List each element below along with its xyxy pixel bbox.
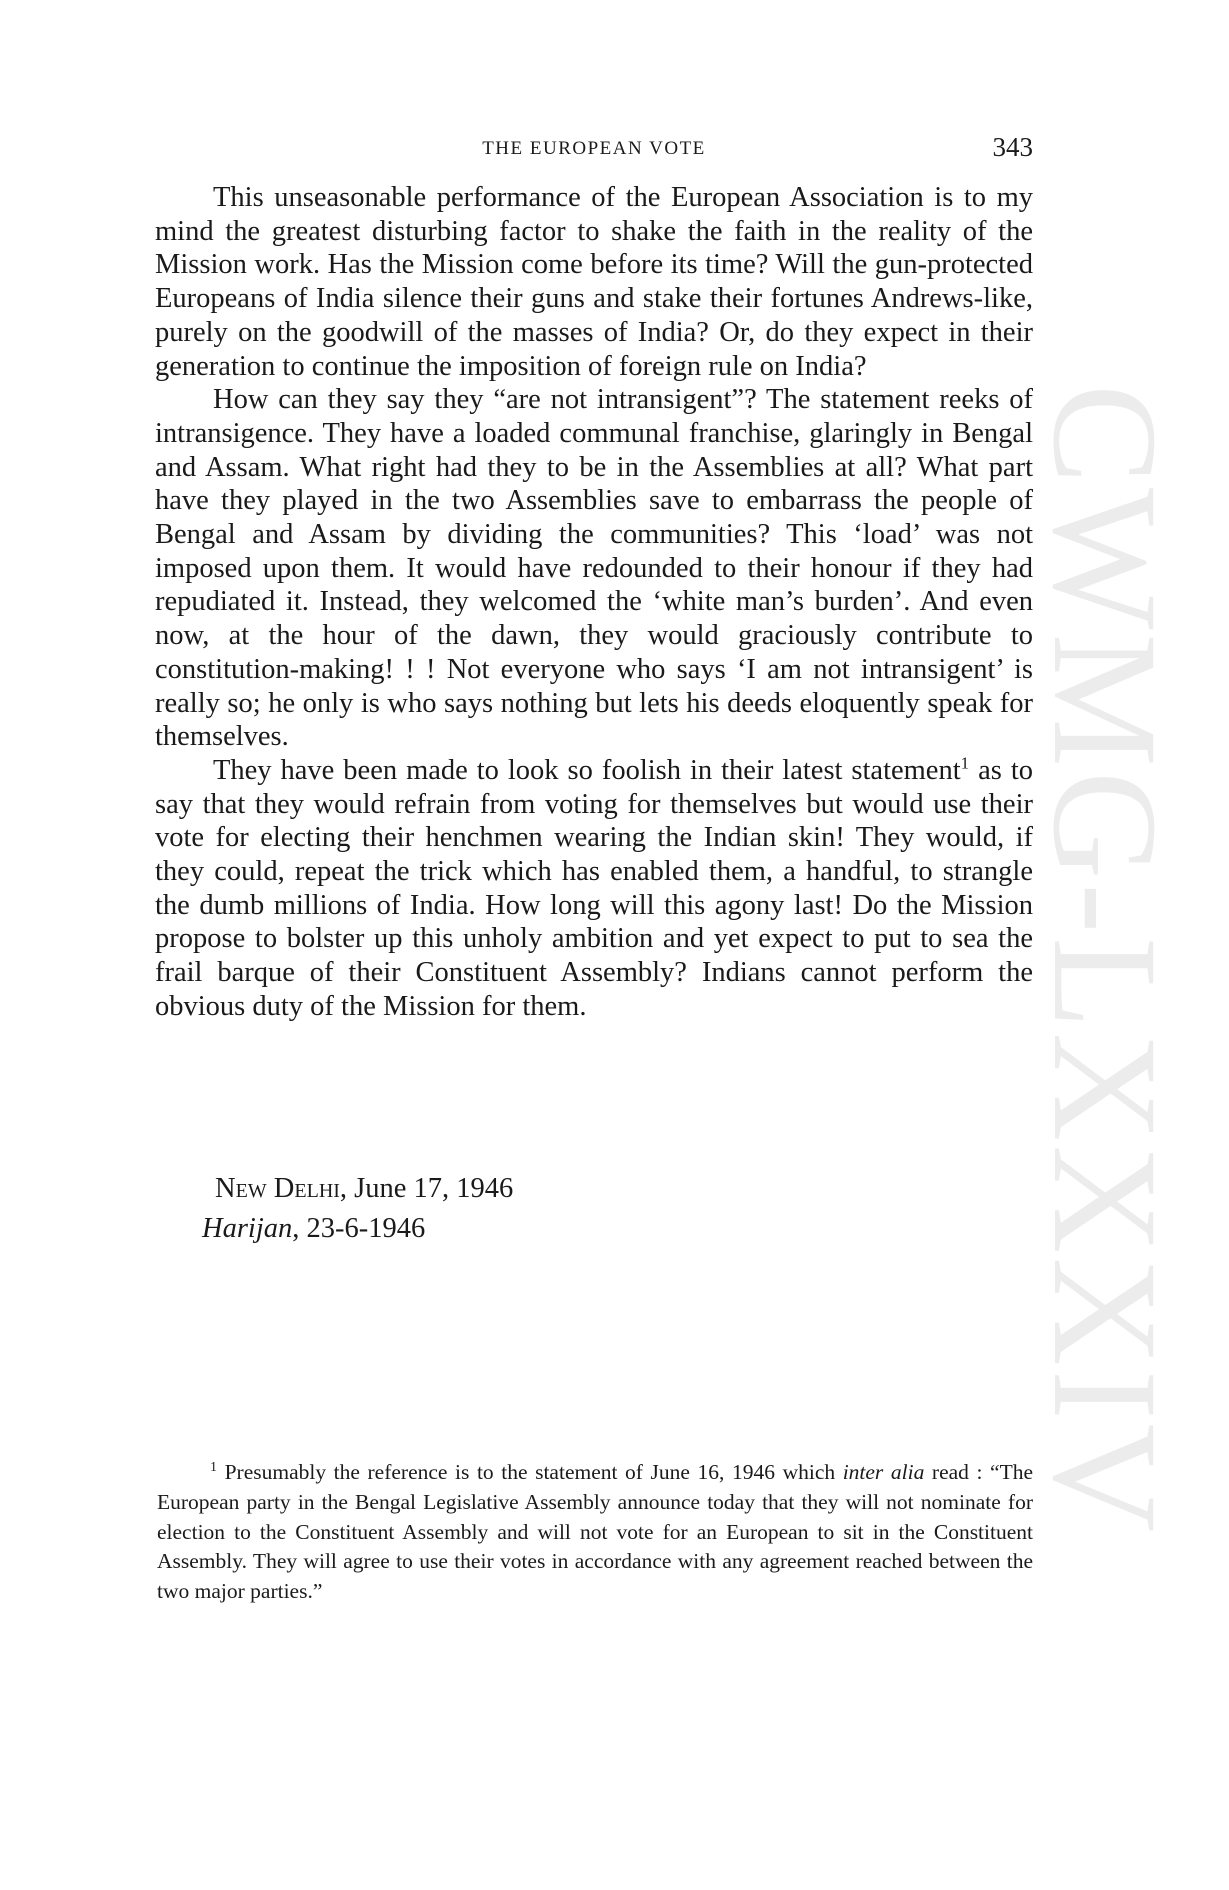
footnote [157,1458,1033,1607]
signoff [202,1169,514,1249]
page-header [155,132,1033,172]
source-title: Harijan [202,1213,293,1244]
running-head: THE EUROPEAN VOTE [482,138,706,159]
paragraph-3-text-b: as to say that they would refrain from voting for themselves but would use their vote for electing their henchmen wearing the Indian skin! They would, if they could, repeat the trick which has enabled them, a handful, to strangle the dumb millions of India. How long will this agony last! Do the Mission propose to bolster up this unholy ambition and yet expect to put to sea the frail barque of their Constituent Assembly? Indians cannot perform the obvious duty of the Mission for them. [155,754,1033,1022]
paragraph-3 [155,754,1033,1024]
source-date: , 23-6-1946 [292,1213,426,1244]
footnote-text [157,1458,1033,1607]
footnote-italic: inter alia [842,1460,925,1484]
paragraph-1: This unseasonable performance of the European Association is to my mind the greatest disturbing factor to shake the faith in the reality of the Mission work. Has the Mission come before its time? Will the gun-protected Europeans of India silence their guns and stake their fortunes Andrews-like, purely on the goodwill of the masses of India? Or, do they expect in their generation to continue the imposition of foreign rule on India? [155,182,1033,382]
page-number: 343 [992,132,1033,162]
article-body [155,181,1033,1024]
footnote-marker: 1 [210,1459,217,1475]
footnote-text-b: read : “The European party in the Bengal Legislative Assembly announce today that they will not nominate for election to the Constituent Assembly and will not vote for an European to sit in the Constituent Assembly. They will agree to use their votes in accordance with any agreement reached between the two major parties.” [157,1460,1033,1604]
watermark-text: CWMG-LXXXIV [1022,383,1188,1537]
place: New Delhi [215,1173,340,1204]
footnote-text-a: Presumably the reference is to the statement of June 16, 1946 which [217,1460,843,1484]
source-line [202,1209,513,1249]
paragraph-3-text-a: They have been made to look so foolish in their latest statement [213,754,961,786]
paragraph-2: How can they say they “are not intransigent”? The statement reeks of intransigence. They have a loaded communal franchise, glaringly in Bengal and Assam. What right had they to be in the Assemblies at all? What part have they played in the two Assemblies save to embarrass the people of Bengal and Assam by dividing the communities? This ‘load’ was not imposed upon them. It would have redounded to their honour if they had repudiated it. Instead, they welcomed the ‘white man’s burden’. And even now, at the hour of the dawn, they would graciously contribute to constitution-making! ! ! Not everyone who says ‘I am not intransigent’ is really so; he only is who says nothing but lets his deeds eloquently speak for themselves. [155,384,1033,753]
footnote-reference: 1 [960,753,970,773]
place-date-line [215,1169,513,1209]
date: , June 17, 1946 [339,1173,514,1204]
